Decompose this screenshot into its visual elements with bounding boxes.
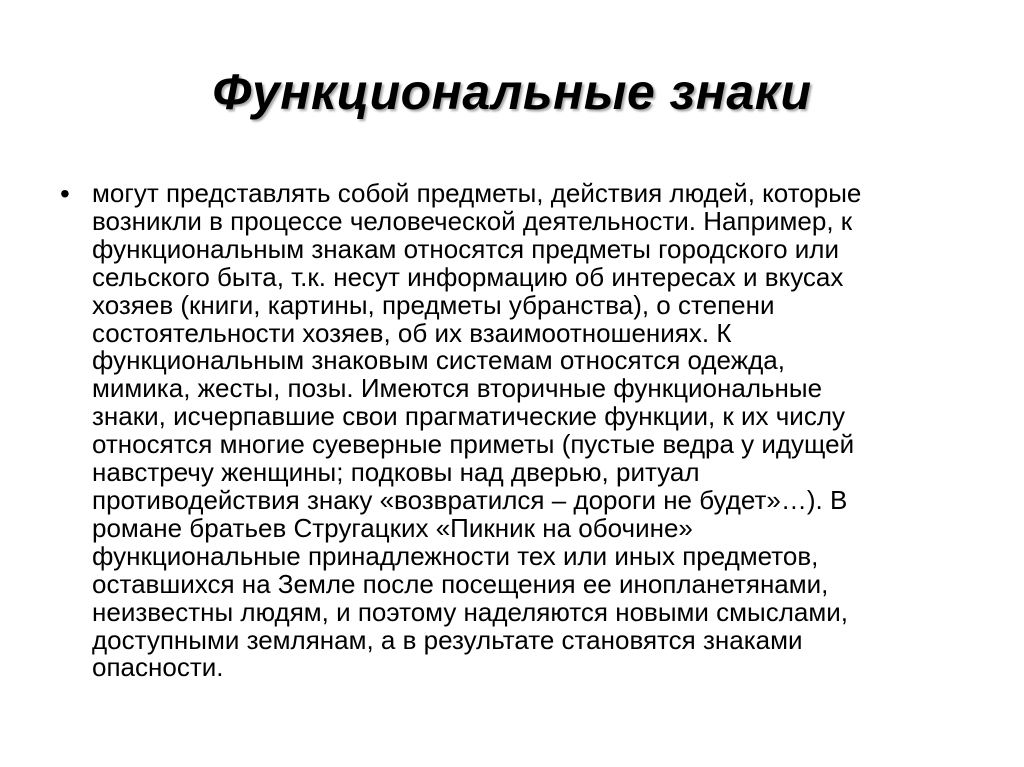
bullet-dot-icon: • bbox=[60, 178, 70, 209]
slide-title: Функциональные знаки bbox=[212, 64, 812, 120]
bullet-item bbox=[60, 180, 960, 682]
bullet-text: могут представлять собой предметы, действия людей, которые возникли в процессе человеческой деятельности. Например, к функциональным знакам относятся предметы городского или сельского быта, т.к. несут информацию об интересах и вкусах хозяев (книги, картины, предметы убранства), о степени состоятельности хозяев, об их взаимоотношениях. К функциональным знаковым системам относятся одежда, мимика, жесты, позы. Имеются вторичные функциональные знаки, исчерпавшие свои прагматические функции, к их числу относятся многие суеверные приметы (пустые ведра у идущей навстречу женщины; подковы над дверью, ритуал противодействия знаку «возвратился – дороги не будет»…). В романе братьев Стругацких «Пикник на обочине» функциональные принадлежности тех или иных предметов, оставшихся на Земле после посещения ее инопланетянами, неизвестны людям, и поэтому наделяются новыми смыслами, доступными землянам, а в результате становятся знаками опасности. bbox=[92, 178, 862, 683]
